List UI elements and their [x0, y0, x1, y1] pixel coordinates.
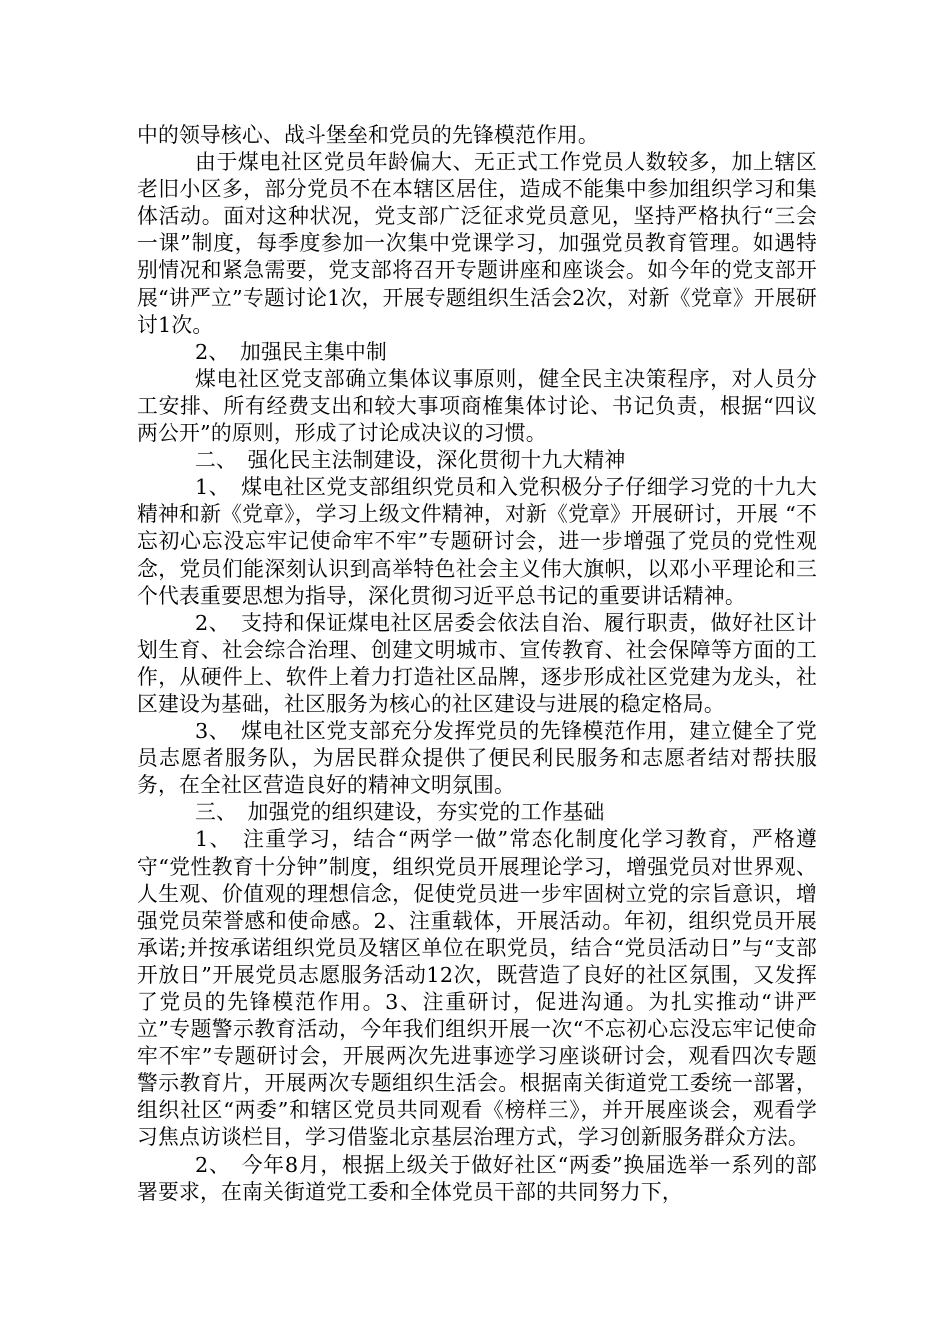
paragraph-study-activities: 1、 注重学习，结合“两学一做”常态化制度化学习教育，严格遵守“党性教育十分钟”制度，组织党员开展理论学习，增强党员对世界观、人生观、价值观的理想信念，促使党员进一步牢固树立党的宗旨意识，增强党员荣誉感和使命感。2、注重载体，开展活动。年初，组织党员开展承诺;并按承诺组织党员及辖区单位在职党员，结合“党员活动日”与“支部开放日”开展党员志愿服务活动12次，既营造了良好的社区氛围，又发挥了党员的先锋模范作用。3、注重研讨，促进沟通。为扎实推动“讲严立”专题警示教育活动，今年我们组织开展一次“不忘初心忘没忘牢记使命牢不牢”专题研讨会，开展两次先进事迹学习座谈研讨会，观看四次专题警示教育片，开展两次专题组织生活会。根据南关街道党工委统一部署，组织社区“两委”和辖区党员共同观看《榜样三》，并开展座谈会，观看学习焦点访谈栏目，学习借鉴北京基层治理方式，学习创新服务群众方法。: [137, 827, 817, 1150]
section-heading-three: 三、 加强党的组织建设，夯实党的工作基础: [195, 800, 605, 825]
paragraph-study-19th-congress: 1、 煤电社区党支部组织党员和入党积极分子仔细学习党的十九大精神和新《党章》，学习上级文件精神，对新《党章》开展研讨，开展 “不忘初心忘没忘牢记使命牢不牢”专题研讨会，进一步增强了党员的党性观念，党员们能深刻认识到高举特色社会主义伟大旗帜，以邓小平理论和三个代表重要思想为指导，深化贯彻习近平总书记的重要讲话精神。: [137, 475, 817, 608]
paragraph-volunteer-team: 3、 煤电社区党支部充分发挥党员的先锋模范作用，建立健全了党员志愿者服务队，为居民群众提供了便民利民服务和志愿者结对帮扶服务，在全社区营造良好的精神文明氛围。: [137, 719, 817, 798]
subheading-democratic-centralism: 2、 加强民主集中制: [195, 339, 388, 364]
paragraph-continuation: 中的领导核心、战斗堡垒和党员的先锋模范作用。: [137, 123, 599, 147]
paragraph-member-situation: 由于煤电社区党员年龄偏大、无正式工作党员人数较多，加上辖区老旧小区多，部分党员不在本辖区居住，造成不能集中参加组织学习和集体活动。面对这种状况，党支部广泛征求党员意见，坚持严格执行“三会一课”制度，每季度参加一次集中党课学习，加强党员教育管理。如遇特别情况和紧急需要，党支部将召开专题讲座和座谈会。如今年的党支部开展“讲严立”专题讨论1次，开展专题组织生活会2次，对新《党章》开展研讨1次。: [137, 150, 817, 337]
paragraph-residents-committee: 2、 支持和保证煤电社区居委会依法自治、履行职责，做好社区计划生育、社会综合治理、创建文明城市、宣传教育、社会保障等方面的工作，从硬件上、软件上着力打造社区品牌，逐步形成社区党建为龙头，社区建设为基础，社区服务为核心的社区建设与进展的稳定格局。: [137, 610, 817, 716]
paragraph-election: 2、 今年8月，根据上级关于做好社区“两委”换届选举一系列的部署要求，在南关街道党工委和全体党员干部的共同努力下，: [137, 1152, 817, 1204]
paragraph-collective-decision: 煤电社区党支部确立集体议事原则，健全民主决策程序，对人员分工安排、所有经费支出和较大事项商榷集体讨论、书记负责，根据“四议两公开”的原则，形成了讨论成决议的习惯。: [137, 366, 817, 446]
document-page: [137, 122, 817, 1206]
section-heading-two: 二、 强化民主法制建设，深化贯彻十九大精神: [195, 448, 626, 473]
